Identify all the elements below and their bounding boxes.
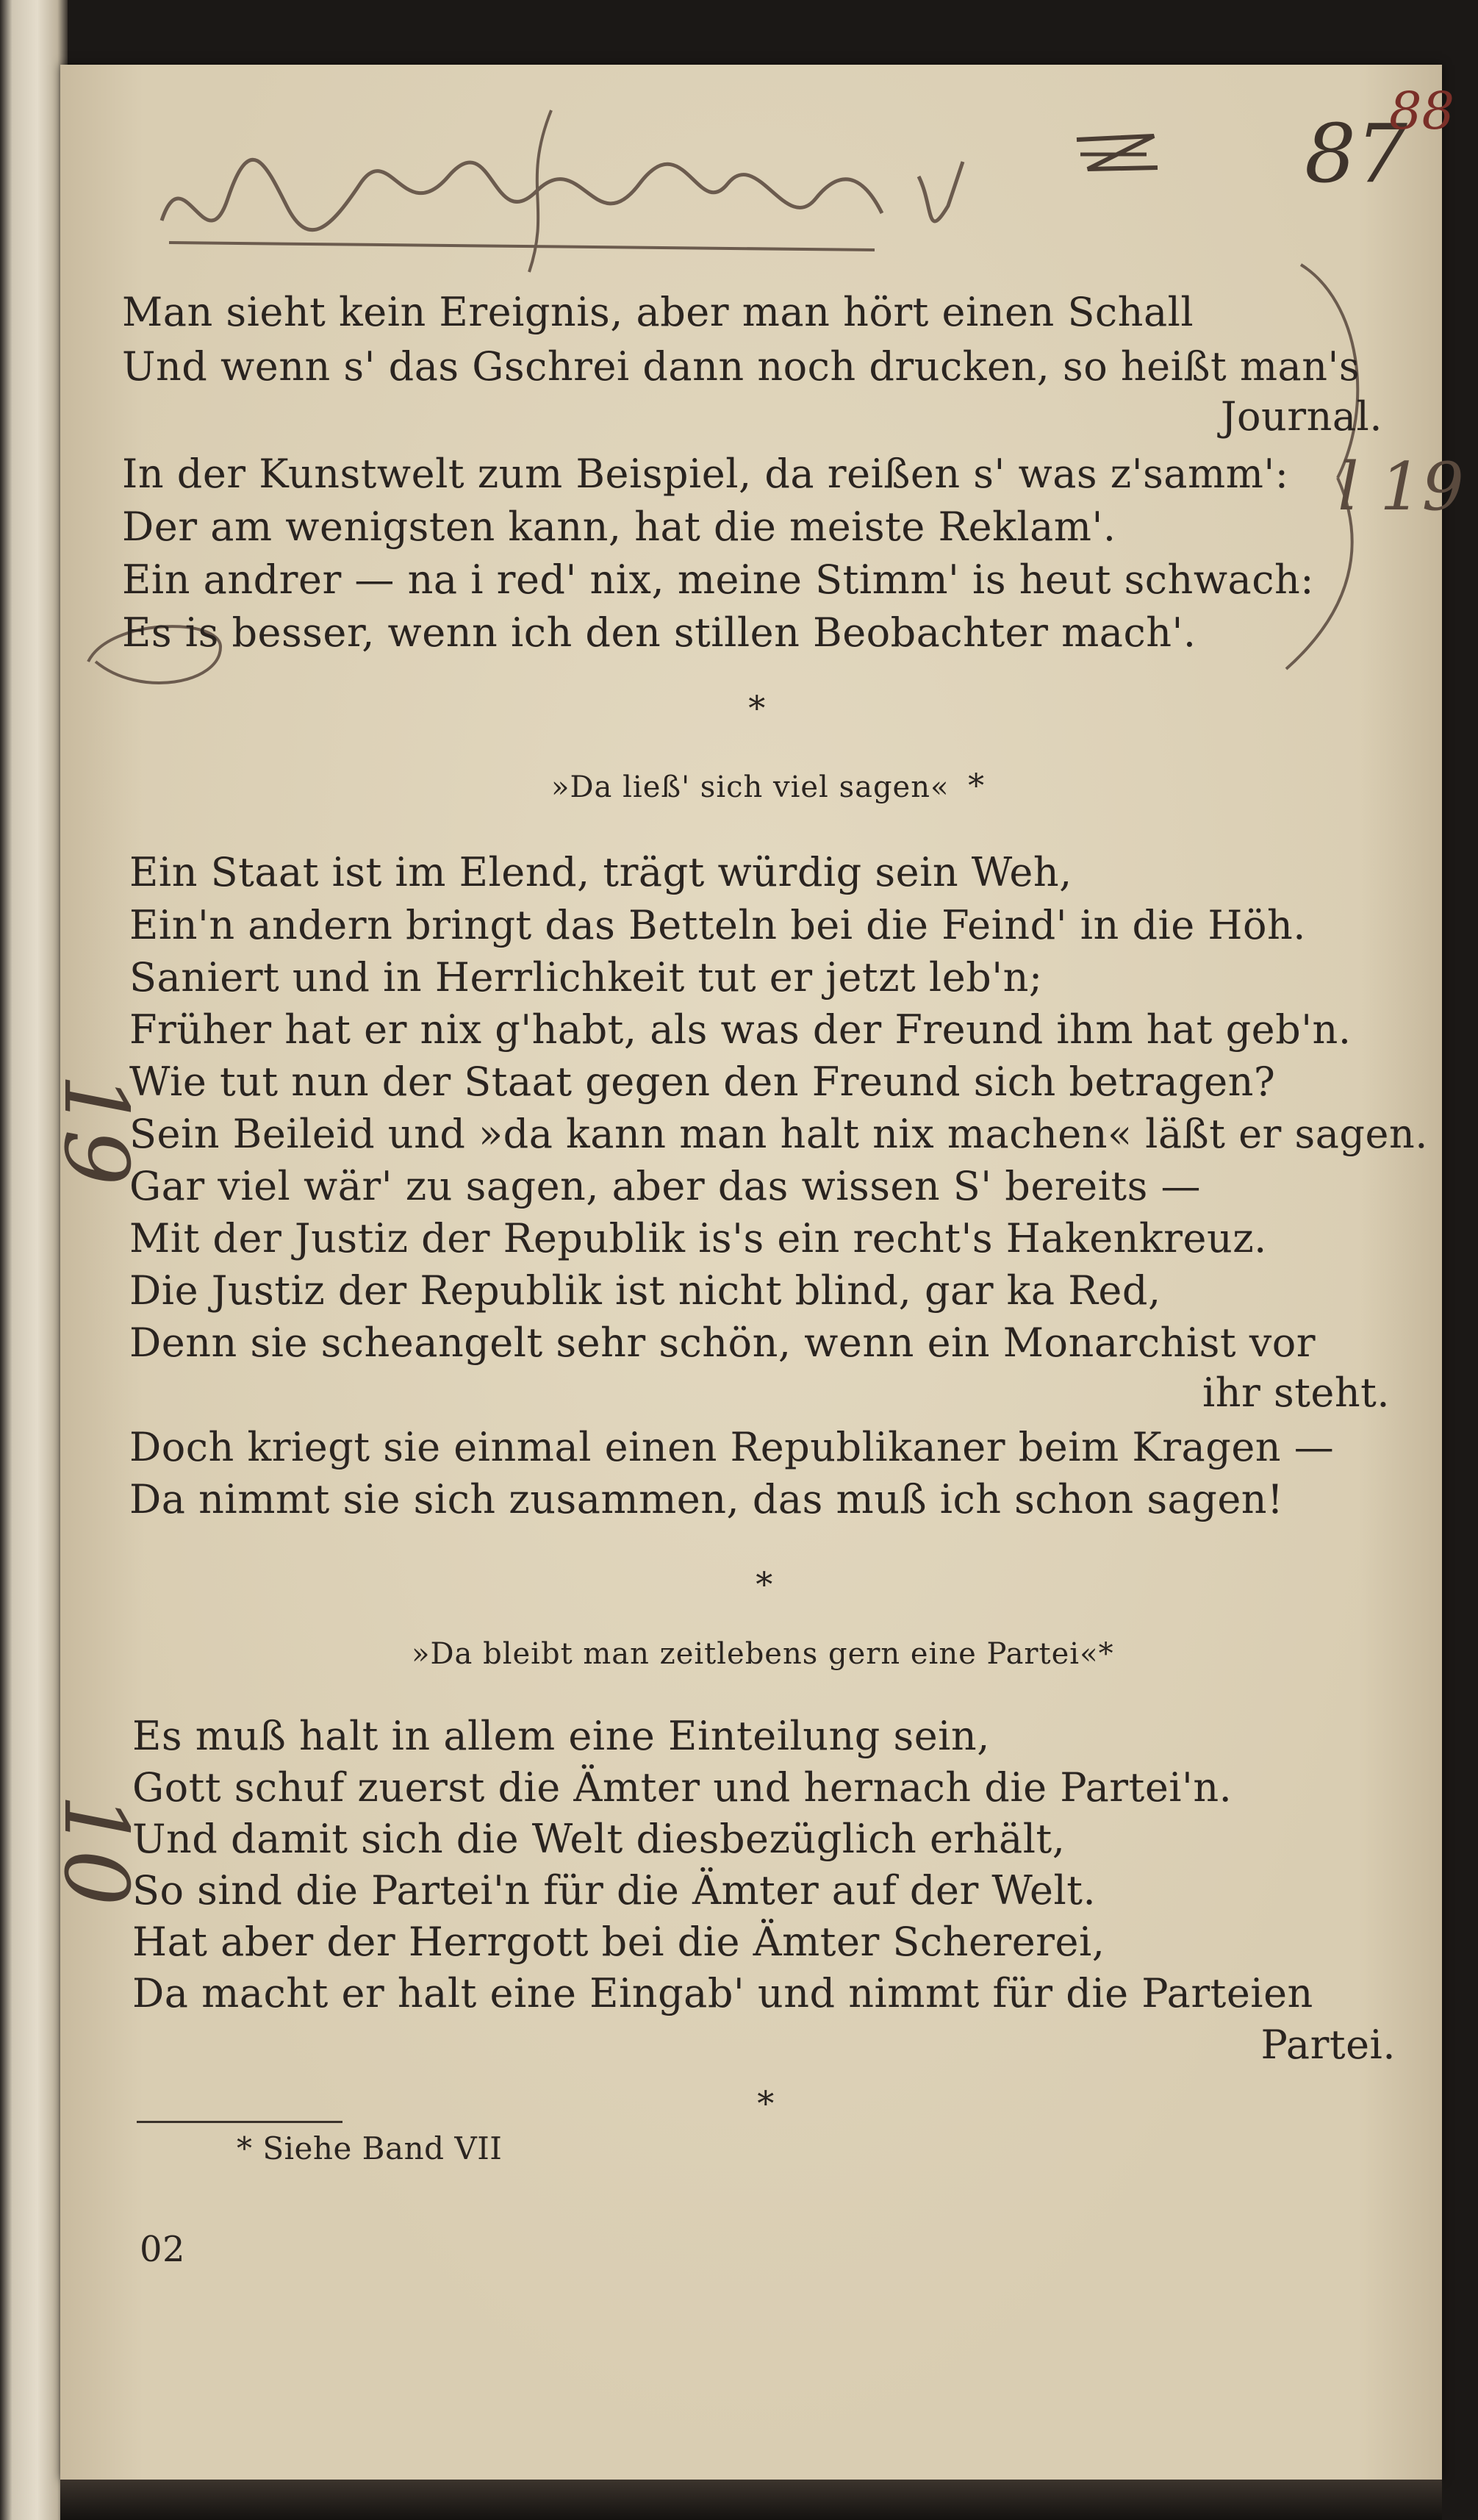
- poem-line: Man sieht kein Ereignis, aber man hört einen Schall: [122, 289, 1194, 335]
- poem-line: Sein Beileid und »da kann man halt nix machen« läßt er sagen.: [129, 1111, 1428, 1157]
- handwritten-left-mark-3: 10: [44, 1794, 146, 1906]
- poem-line: In der Kunstwelt zum Beispiel, da reißen s' was z'samm':: [122, 451, 1289, 497]
- poem-line: So sind die Partei'n für die Ämter auf der Welt.: [132, 1867, 1097, 1914]
- poem-line: Früher hat er nix g'habt, als was der Freund ihm hat geb'n.: [129, 1006, 1352, 1053]
- handwritten-z-mark: [1066, 125, 1169, 191]
- poem-line: Denn sie scheangelt sehr schön, wenn ein Monarchist vor: [129, 1320, 1316, 1366]
- poem-line: Ein Staat ist im Elend, trägt würdig sein Weh,: [129, 849, 1072, 895]
- poem-line: Der am wenigsten kann, hat die meiste Reklam'.: [122, 504, 1116, 550]
- handwritten-folio-88: 88: [1389, 81, 1455, 141]
- poem-line: Und wenn s' das Gschrei dann noch drucken, so heißt man's: [122, 343, 1360, 390]
- section-heading-mark: *: [968, 767, 986, 805]
- poem-line: Es muß halt in allem eine Einteilung sein,: [132, 1713, 990, 1759]
- section-separator: *: [756, 1564, 773, 1604]
- section-heading: »Da bleibt man zeitlebens gern eine Partei«*: [412, 1637, 1114, 1671]
- poem-line: Hat aber der Herrgott bei die Ämter Schererei,: [132, 1919, 1105, 1965]
- poem-line: Ein'n andern bringt das Betteln bei die Feind' in die Höh.: [129, 902, 1306, 948]
- handwritten-left-mark-2: 19: [44, 1073, 146, 1186]
- section-heading-text: »Da ließ' sich viel sagen«: [551, 770, 950, 804]
- handwritten-margin-mark: l 19: [1338, 448, 1464, 526]
- page-bottom-edge: [60, 2480, 1442, 2520]
- poem-line: Gott schuf zuerst die Ämter und hernach die Partei'n.: [132, 1764, 1233, 1811]
- handwritten-folio-87: 87: [1305, 107, 1407, 201]
- poem-line: Ein andrer — na i red' nix, meine Stimm' is heut schwach:: [122, 556, 1314, 603]
- section-heading: [551, 767, 986, 805]
- poem-line: Da macht er halt eine Eingab' und nimmt für die Parteien: [132, 1970, 1313, 2016]
- page-number: 02: [140, 2229, 186, 2270]
- poem-line: Doch kriegt sie einmal einen Republikaner beim Kragen —: [129, 1424, 1335, 1470]
- poem-line: Es is besser, wenn ich den stillen Beobachter mach'.: [122, 609, 1197, 656]
- section-separator: *: [757, 2083, 775, 2123]
- handwritten-scribble-header: [140, 96, 1022, 287]
- poem-line: Saniert und in Herrlichkeit tut er jetzt leb'n;: [129, 954, 1043, 1001]
- section-separator: *: [748, 688, 766, 728]
- poem-line: Und damit sich die Welt diesbezüglich erhält,: [132, 1816, 1066, 1862]
- poem-line: Mit der Justiz der Republik is's ein recht's Hakenkreuz.: [129, 1215, 1267, 1261]
- poem-line: Da nimmt sie sich zusammen, das muß ich schon sagen!: [129, 1476, 1284, 1522]
- adjacent-page-edge: [0, 0, 68, 2520]
- footnote-rule: [137, 2121, 342, 2123]
- poem-line: Gar viel wär' zu sagen, aber das wissen S' bereits —: [129, 1163, 1201, 1209]
- poem-line-continuation: ihr steht.: [1202, 1370, 1390, 1416]
- footnote: * Siehe Band VII: [237, 2130, 503, 2166]
- poem-line: Wie tut nun der Staat gegen den Freund sich betragen?: [129, 1059, 1276, 1105]
- poem-line: Die Justiz der Republik ist nicht blind, gar ka Red,: [129, 1267, 1161, 1314]
- poem-line-continuation: Partei.: [1260, 2022, 1396, 2068]
- poem-line-continuation: Journal.: [1220, 393, 1382, 440]
